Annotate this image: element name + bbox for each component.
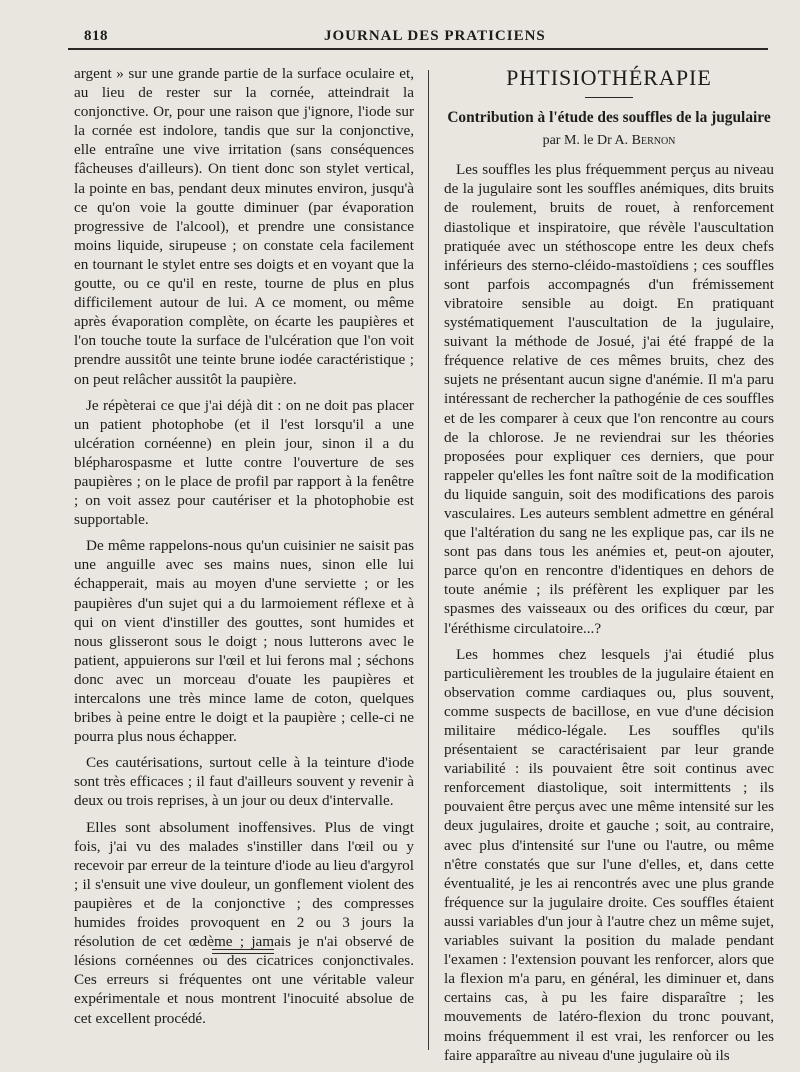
- header-rule: [68, 48, 768, 50]
- right-paragraph-2: Les hommes chez lesquels j'ai étudié plus particulièrement les troubles de la jugulaire étaient en observation comme cardiaques ou, plus souvent, comme suspects de bacillose, en vue d'une décision militaire médico-légale. Les souffles qu'ils présentaient se caractérisaient par leur grande variabilité : ils pouvaient être soit continus avec renforcement diastolique, soit intermittents ; ils pouvaient être perçus avec une même intensité sur les deux jugulaires, droite et gauche ; soit, au contraire, avec plus d'intensité sur l'une ou l'autre, ou même n'être constatés que sur l'une d'elles, et, dans cette éventualité, je les ai rencontrés avec une plus grande fréquence sur la jugulaire droite. Ces souffles étaient aussi variables d'un jour à l'autre chez un même sujet, variables suivant la position du malade pendant l'examen : l'extension pouvant les renforcer, alors que la flexion m'a paru, en général, les diminuer et, dans certains cas, à pu les faire disparaître ; les mouvements de latéro-flexion du tronc pouvant, moins fréquemment il est vrai, les renforcer ou les faire apparaître au niveau d'une jugulaire où ils: [444, 645, 774, 1064]
- section-rule: [585, 97, 633, 98]
- page-header: [84, 22, 774, 48]
- left-paragraph-5: Elles sont absolument inoffensives. Plus de vingt fois, j'ai vu des malades s'instiller dans l'œil ou y recevoir par erreur de la teinture d'iode au lieu d'argyrol ; il s'ensuit une vive douleur, un gonflement violent des paupières et de la conjonctive ; des compresses humides froides provoquent en 2 ou 3 jours la résolution de cet œdème ; jamais je n'ai observé de lésions cornéennes ou des cicatrices conjonctivales. Ces erreurs si fréquentes ont une véritable valeur expérimentale et nous montrent l'inocuité absolue de cet excellent procédé.: [74, 818, 414, 1027]
- column-divider: [428, 70, 429, 1050]
- left-paragraph-2: Je répèterai ce que j'ai déjà dit : on ne doit pas placer un patient photophobe (et il l'est lorsqu'il a une ulcération cornéenne) en plein jour, sinon il a du blépharospasme et lutte contre l'ouverture de ses paupières ; on le place de profil par rapport à la fenêtre ; on voit assez pour cautériser et la photophobie est supportable.: [74, 396, 414, 529]
- left-column: [74, 64, 414, 1035]
- author-name: Bernon: [631, 133, 676, 149]
- right-column: [444, 64, 774, 1072]
- left-paragraph-3: De même rappelons-nous qu'un cuisinier ne saisit pas une anguille avec ses mains nues, sinon elle lui échapperait, mais au moyen d'une serviette ; or les paupières d'un sujet qui a du larmoiement réflexe et à qui on vient d'instiller des gouttes, sont humides et nous glisseront sous le doigt ; nous lutterons avec le patient, appuierons sur l'œil et lui ferons mal ; séchons donc avec un morceau d'ouate les paupières et intercalons une très mince lame de coton, quelques bribes à peine entre le doigt et la paupière ; celle-ci ne pourra plus nous échapper.: [74, 537, 414, 746]
- end-of-article-rule: [212, 949, 274, 954]
- running-title: JOURNAL DES PRATICIENS: [324, 28, 546, 44]
- right-paragraph-1: Les souffles les plus fréquemment perçus au niveau de la jugulaire sont les souffles anémiques, dits bruits de roulement, bruits de rouet, à renforcement diastolique et inspiratoire, que révèle l'auscultation pratiquée avec un stéthoscope entre les deux chefs inférieurs des sterno-cléido-mastoïdiens ; ces souffles sont parfois accompagnés d'un frémissement vibratoire sensible au doigt. En pratiquant systématiquement l'auscultation de la jugulaire, suivant la méthode de Josué, j'ai été frappé de la fréquence relative de ces mêmes bruits, chez des sujets ne présentant aucun signe d'anémie. Il m'a paru intéressant de rechercher la pathogénie de ces souffles et de les comparer à ceux que l'on rencontre au cours de la chlorose. Je ne reviendrai sur les théories proposées pour expliquer ces derniers, que pour rappeler qu'elles les font naître soit de la modification du liquide sanguin, soit des modifications des parois vasculaires. Les auteurs semblent admettre en général que l'altération du sang ne les explique pas, car ils ne sont pas dans tous les anémies et, peut-on ajouter, parce qu'on en rencontre d'identiques en dehors de toute anémie ; ils préfèrent les expliquer par les spasmes des vaisseaux ou des orifices du cœur, par l'éréthisme circulatoire...?: [444, 161, 774, 637]
- left-paragraph-1: argent » sur une grande partie de la surface oculaire et, au lieu de rester sur la cornée, atteindrait la conjonctive. Or, pour une raison que j'ignore, l'iode sur la cornée est indolore, tandis que sur la conjonctive, elle entraîne une vive irritation (sans conséquences fâcheuses d'ailleurs). On tient donc son stylet vertical, la pointe en bas, pendant deux minutes environ, jusqu'à ce qu'on voie la goutte diminuer (par évaporation progressive de l'alcool), et prendre une consistance moins liquide, sirupeuse ; on constate cela facilement en tournant le stylet entre ses doigts et en voyant que la goutte, ou ce qu'il en reste, tourne de plus en plus difficilement autour de lui. A ce moment, ou même après évaporation complète, on écarte les paupières et l'on touche toute la surface de l'ulcération que l'on voit prendre aussitôt une teinte brune iodée caractéristique ; on peut relâcher aussitôt la paupière.: [74, 65, 414, 388]
- page-number: 818: [84, 28, 108, 44]
- article-title: Contribution à l'étude des souffles de la jugulaire: [447, 109, 771, 127]
- section-title: PHTISIOTHÉRAPIE: [506, 65, 712, 90]
- byline: [444, 131, 774, 150]
- left-paragraph-4: Ces cautérisations, surtout celle à la teinture d'iode sont très efficaces ; il faut d'ailleurs souvent y revenir à deux ou trois reprises, à un jour ou deux d'intervalle.: [74, 754, 414, 810]
- byline-prefix: par M. le Dr A.: [542, 133, 629, 149]
